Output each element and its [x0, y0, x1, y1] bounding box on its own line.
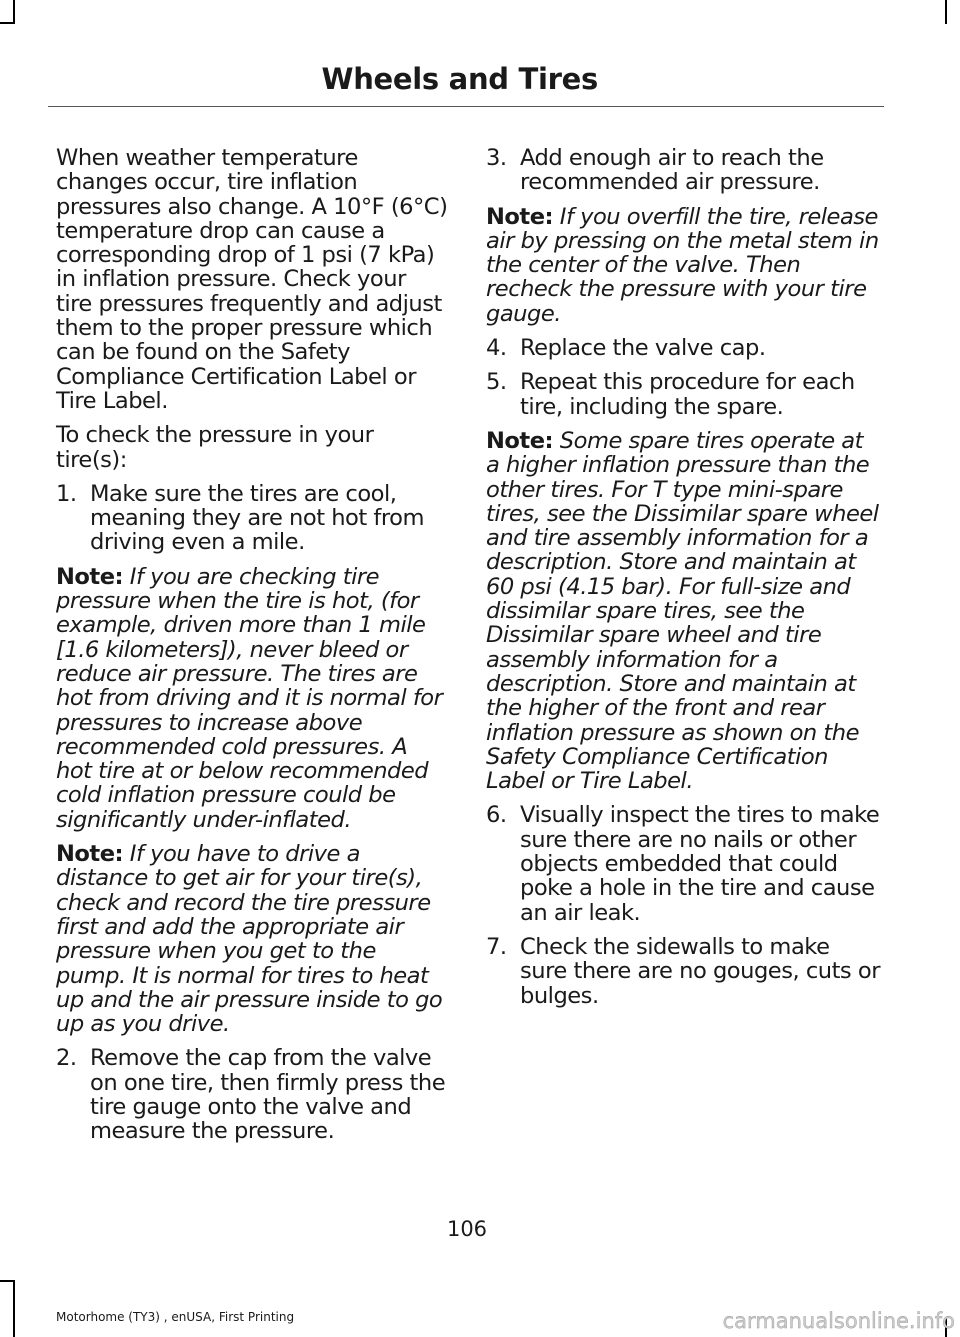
step-number: 2.: [56, 1045, 77, 1072]
crop-mark-top-right-vertical: [945, 0, 947, 24]
step-text: Repeat this procedure for each tire, including the spare.: [520, 369, 855, 420]
footer-text: Motorhome (TY3) , enUSA, First Printing: [56, 1310, 295, 1324]
step-6: [486, 803, 880, 924]
step-number: 5.: [486, 369, 507, 396]
step-text: Check the sidewalls to make sure there are no gouges, cuts or bulges.: [520, 933, 880, 1009]
right-column: [486, 146, 880, 1018]
step-5: [486, 370, 880, 419]
crop-mark-top-left-vertical: [13, 0, 15, 24]
header-rule: [48, 106, 884, 107]
step-text: Replace the valve cap.: [520, 335, 766, 362]
note-label: Note:: [486, 427, 554, 454]
step-1: [56, 482, 448, 555]
note-text: If you have to drive a distance to get air for your tire(s), check and record the tire pressure first and add the appropriate air pressure when you get to the pump. It is normal for tires to heat up and the air pressure inside to go up as you drive.: [56, 841, 443, 1038]
note-2: [56, 842, 448, 1036]
step-text: Visually inspect the tires to make sure there are no nails or other objects embedded that could poke a hole in the tire and cause an air leak.: [520, 802, 880, 926]
step-number: 4.: [486, 335, 507, 362]
site-watermark: [690, 1300, 960, 1337]
step-7: [486, 935, 880, 1008]
note-label: Note:: [486, 203, 554, 230]
step-number: 1.: [56, 480, 77, 507]
note-label: Note:: [56, 841, 124, 868]
page-header-title: Wheels and Tires: [321, 62, 598, 96]
crop-mark-bottom-left-horizontal: [0, 1280, 14, 1282]
step-text: Remove the cap from the valve on one tire, then firmly press the tire gauge onto the valve and measure the pressure.: [90, 1045, 446, 1145]
note-text: If you overfill the tire, release air by pressing on the metal stem in the center of the valve. Then recheck the pressure with your tire gauge.: [486, 203, 879, 327]
step-number: 3.: [486, 145, 507, 171]
step-4: [486, 336, 880, 360]
step-number: 7.: [486, 933, 507, 960]
note-text: If you are checking tire pressure when the tire is hot, (for example, driven more than 1 mile [1.6 kilometers]), never bleed or reduce air pressure. The tires are hot from driving and it is normal for pressures to increase above recommended cold pressures. A hot tire at or below recommended cold inflation pressure could be significantly under-inflated.: [56, 563, 443, 833]
step-3: [486, 146, 880, 195]
watermark-text: carmanualsonline.info: [722, 1309, 955, 1333]
step-2: [56, 1046, 448, 1143]
left-column: [56, 146, 448, 1154]
crop-mark-top-left-horizontal: [0, 22, 14, 24]
crop-mark-bottom-left-vertical: [13, 1280, 15, 1337]
note-3: [486, 205, 880, 326]
intro-paragraph: When weather temperature changes occur, tire inflation pressures also change. A 10°F (6°C) temperature drop can cause a corresponding drop of 1 psi (7 kPa) in inflation pressure. Check your tire pressures frequently and adjust them to the proper pressure which can be found on the Safety Compliance Certification Label or Tire Label.: [56, 145, 448, 414]
step-text: Make sure the tires are cool, meaning they are not hot from driving even a mile.: [90, 480, 424, 556]
note-text: Some spare tires operate at a higher inflation pressure than the other tires. For T type mini-spare tires, see the Dissimilar spare wheel and tire assembly information for a description. Store and maintain at 60 psi (4.15 bar). For full-size and dissimilar spare tires, see the Dissimilar spare wheel and tire assembly information for a description. Store and maintain at the higher of the front and rear inflation pressure as shown on the Safety Compliance Certification Label or Tire Label.: [486, 427, 879, 795]
note-4: [486, 429, 880, 793]
page-number: 106: [446, 1217, 488, 1241]
note-label: Note:: [56, 563, 124, 590]
note-1: [56, 565, 448, 832]
lead-in-paragraph: To check the pressure in your tire(s):: [56, 422, 374, 473]
step-text: Add enough air to reach the recommended air pressure.: [520, 145, 824, 196]
step-number: 6.: [486, 802, 507, 829]
